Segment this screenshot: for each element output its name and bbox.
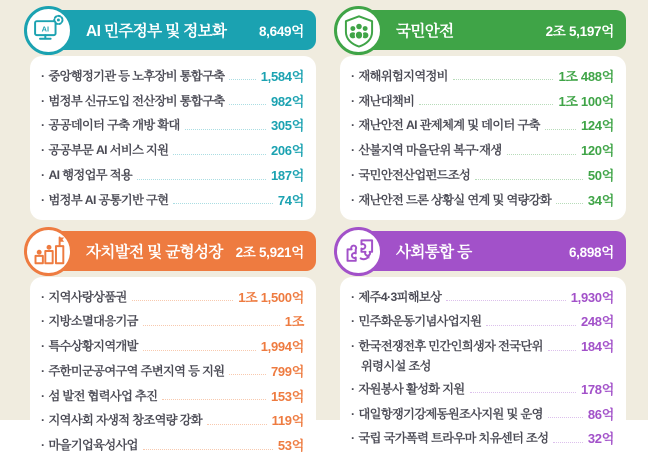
list-item <box>41 358 304 383</box>
budget-row <box>351 401 614 426</box>
item-label: · 재난대책비 <box>351 92 414 109</box>
item-label: · 재난안전 AI 관제체계 및 데이터 구축 <box>351 116 540 133</box>
list-item <box>351 401 614 426</box>
item-label: · 재난안전 드론 상황실 연계 및 역량강화 <box>351 191 551 208</box>
item-label: · 한국전쟁전후 민간인희생자 전국단위 <box>351 337 543 354</box>
dotted-leader <box>229 373 266 375</box>
list-item <box>351 113 614 138</box>
item-label: · 마을기업육성사업 <box>41 436 138 453</box>
item-value: 305억 <box>270 118 304 134</box>
budget-row <box>41 88 304 113</box>
item-label: · AI 행정업무 적용 <box>41 166 132 183</box>
dotted-leader <box>453 78 554 80</box>
item-label: · 공공데이터 구축 개방 확대 <box>41 116 180 133</box>
budget-row <box>41 113 304 138</box>
list-item <box>41 113 304 138</box>
list-item <box>351 88 614 113</box>
podium-growth-icon <box>24 227 73 276</box>
budget-row <box>351 376 614 401</box>
budget-row <box>41 383 304 408</box>
item-value: 120억 <box>580 143 614 159</box>
dotted-leader <box>446 299 565 301</box>
item-list <box>30 56 316 220</box>
card-social-integration <box>332 231 626 465</box>
card-title: 자치발전 및 균형성장 <box>86 243 223 261</box>
dotted-leader <box>419 103 553 105</box>
dotted-leader <box>162 398 266 400</box>
budget-row <box>41 284 304 309</box>
item-value: 1조 1,500억 <box>238 289 304 305</box>
budget-row <box>351 333 614 358</box>
card-total: 6,898억 <box>568 244 614 260</box>
puzzle-pieces-icon <box>334 227 383 276</box>
item-list <box>340 56 626 220</box>
dotted-leader <box>553 441 582 443</box>
list-item <box>41 383 304 408</box>
item-value: 248억 <box>580 314 614 330</box>
budget-row <box>41 308 304 333</box>
item-value: 53억 <box>277 438 304 454</box>
item-label: · 중앙행정기관 등 노후장비 통합구축 <box>41 67 224 84</box>
list-item <box>41 308 304 333</box>
item-label: · 주한미군공여구역 주변지역 등 지원 <box>41 362 224 379</box>
dotted-leader <box>137 178 266 180</box>
list-item <box>41 408 304 433</box>
item-value: 86억 <box>587 406 614 422</box>
list-item <box>41 187 304 212</box>
item-label: · 자원봉사 활성화 지원 <box>351 380 465 397</box>
budget-row <box>41 358 304 383</box>
item-label: · 특수상황지역개발 <box>41 337 138 354</box>
item-list <box>30 277 316 465</box>
dotted-leader <box>470 391 576 393</box>
budget-row <box>41 432 304 457</box>
item-label: · 공공부문 AI 서비스 지원 <box>41 141 168 158</box>
list-item <box>351 137 614 162</box>
budget-row <box>351 137 614 162</box>
card-title: 국민안전 <box>396 23 454 40</box>
list-item <box>351 376 614 401</box>
item-value: 178억 <box>580 381 614 397</box>
card-total: 2조 5,197억 <box>545 24 614 39</box>
item-label: · 국민안전산업펀드조성 <box>351 166 470 183</box>
list-item <box>41 63 304 88</box>
card-title: 사회통합 등 <box>396 243 472 261</box>
list-item <box>351 63 614 88</box>
item-value: 1조 488억 <box>558 68 614 84</box>
item-value: 153억 <box>270 388 304 404</box>
item-value: 206억 <box>270 143 304 159</box>
item-value: 187억 <box>270 168 304 184</box>
dotted-leader <box>507 153 576 155</box>
budget-row <box>351 308 614 333</box>
item-value: 1,994억 <box>260 339 304 355</box>
dotted-leader <box>548 349 576 351</box>
item-label: · 지역사랑상품권 <box>41 288 127 305</box>
dotted-leader <box>229 78 255 80</box>
dotted-leader <box>132 299 234 301</box>
item-value: 74억 <box>277 192 304 208</box>
svg-text:AI: AI <box>41 23 49 33</box>
dotted-leader <box>173 202 273 204</box>
list-item <box>41 333 304 358</box>
item-value: 34억 <box>587 192 614 208</box>
budget-row <box>351 113 614 138</box>
item-value: 184억 <box>580 339 614 355</box>
list-item <box>41 88 304 113</box>
dotted-leader <box>486 324 576 326</box>
item-value: 50억 <box>587 168 614 184</box>
item-label: · 국립 국가폭력 트라우마 치유센터 조성 <box>351 429 548 446</box>
item-value: 1조 100억 <box>558 93 614 109</box>
dotted-leader <box>173 153 266 155</box>
dotted-leader <box>229 103 266 105</box>
item-label: · 섬 발전 협력사업 추진 <box>41 387 157 404</box>
item-value: 1조 <box>284 314 304 330</box>
dotted-leader <box>143 349 256 351</box>
dotted-leader <box>207 423 267 425</box>
card-title: AI 민주정부 및 정보화 <box>86 23 227 40</box>
budget-row <box>351 63 614 88</box>
list-item <box>351 333 614 374</box>
budget-row <box>41 187 304 212</box>
dotted-leader <box>475 178 583 180</box>
dotted-leader <box>185 128 266 130</box>
budget-row <box>351 284 614 309</box>
item-label: · 대일항쟁기강제동원조사지원 및 운영 <box>351 405 543 422</box>
card-total: 2조 5,921억 <box>235 244 304 260</box>
list-item <box>351 308 614 333</box>
item-label: · 산불지역 마을단위 복구·재생 <box>351 141 502 158</box>
budget-row <box>41 63 304 88</box>
list-item <box>41 284 304 309</box>
dotted-leader <box>548 416 583 418</box>
dotted-leader <box>556 202 583 204</box>
item-label: · 범정부 신규도입 전산장비 통합구축 <box>41 92 224 109</box>
item-label: · 제주4·3피해보상 <box>351 288 441 305</box>
dotted-leader <box>545 128 576 130</box>
item-value: 124억 <box>580 118 614 134</box>
card-public-safety <box>332 10 626 220</box>
item-label: · 지역사회 자생적 창조역량 강화 <box>41 411 202 428</box>
item-label-line2: 위령시설 조성 <box>361 359 431 374</box>
budget-row <box>351 187 614 212</box>
list-item <box>41 162 304 187</box>
item-value: 799억 <box>270 363 304 379</box>
list-item <box>351 187 614 212</box>
budget-row <box>41 333 304 358</box>
item-value: 982억 <box>270 93 304 109</box>
card-ai-government <box>22 10 316 220</box>
list-item <box>351 162 614 187</box>
budget-row <box>351 88 614 113</box>
item-label: · 범정부 AI 공통기반 구현 <box>41 191 168 208</box>
card-local-development <box>22 231 316 465</box>
item-value: 1,584억 <box>260 68 304 84</box>
budget-row <box>351 162 614 187</box>
budget-row <box>41 137 304 162</box>
item-value: 119억 <box>271 413 304 429</box>
budget-row <box>41 162 304 187</box>
item-label: · 재해위험지역정비 <box>351 67 448 84</box>
item-list <box>340 277 626 459</box>
list-item <box>41 137 304 162</box>
dotted-leader <box>143 324 280 326</box>
shield-people-icon <box>334 6 383 55</box>
list-item <box>351 426 614 451</box>
card-total: 8,649억 <box>258 24 304 39</box>
list-item <box>41 432 304 457</box>
list-item <box>351 284 614 309</box>
monitor-ai-gear-icon <box>24 6 73 55</box>
dotted-leader <box>143 448 273 450</box>
budget-row <box>351 426 614 451</box>
item-value: 32억 <box>587 431 614 447</box>
budget-row <box>41 408 304 433</box>
item-label: · 지방소멸대응기금 <box>41 312 138 329</box>
item-label: · 민주화운동기념사업지원 <box>351 312 481 329</box>
item-value: 1,930억 <box>570 289 614 305</box>
